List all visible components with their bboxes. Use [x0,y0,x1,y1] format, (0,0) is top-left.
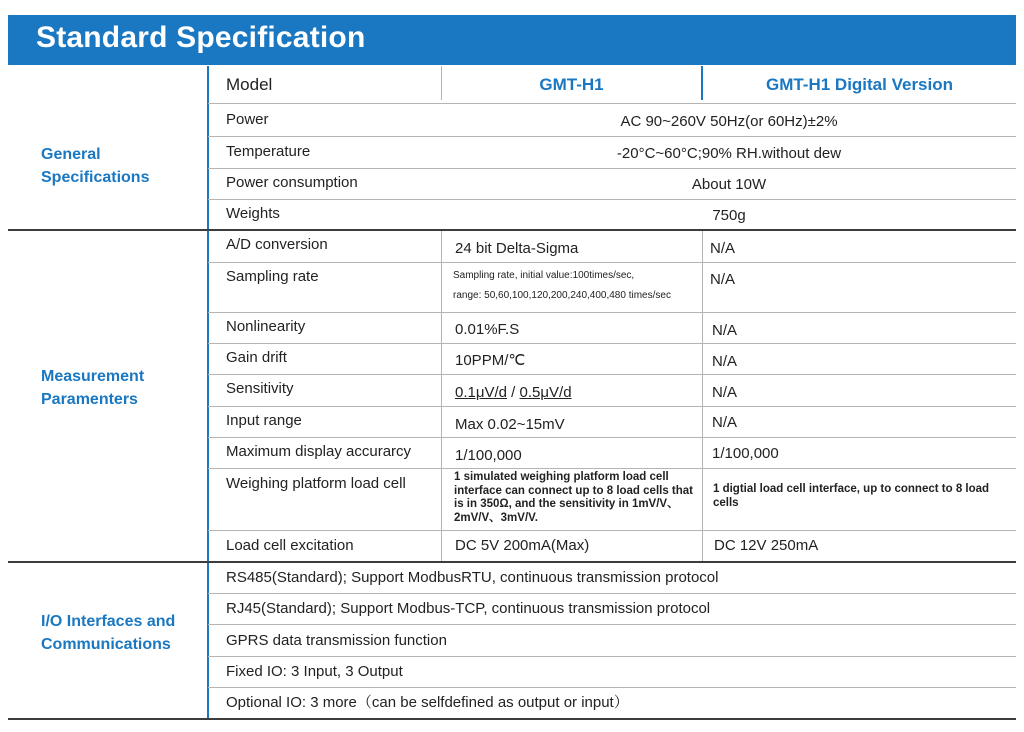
digital-value: N/A [710,271,736,288]
gmt-h1-digital-header: GMT-H1 Digital Version [765,75,954,94]
row-label: Maximum display accurarcy [226,443,412,460]
section-io-interfaces: I/O Interfaces and Communications [41,613,176,653]
row-label: Gain drift [226,349,287,366]
row-label: Power consumption [226,174,358,191]
digital-value: 1 digtial load cell interface, up to connect to 8 load cells [713,483,990,509]
section-general-specifications: General Specifications [41,146,150,186]
row-divider [208,656,1016,657]
row-divider [208,437,1016,438]
digital-value: DC 12V 250mA [714,537,819,554]
digital-value: N/A [712,384,738,401]
row-label: Sensitivity [226,380,294,397]
row-label: A/D conversion [226,236,328,253]
row-divider [208,343,1016,344]
row-divider [208,687,1016,688]
gmt-h1-value: DC 5V 200mA(Max) [455,537,590,554]
gmt-h1-value: Max 0.02~15mV [455,416,565,433]
io-row: RJ45(Standard); Support Modbus-TCP, continuous transmission protocol [226,600,711,617]
gmt-h1-value: 10PPM/℃ [455,352,526,369]
row-label: Weights [226,205,280,222]
row-label: Input range [226,412,302,429]
gmt-h1-value: 1/100,000 [455,447,522,464]
digital-value: N/A [712,322,738,339]
row-value: AC 90~260V 50Hz(or 60Hz)±2% [620,113,838,130]
io-row: Optional IO: 3 more（can be selfdefined as output or input） [226,694,629,711]
row-value: 750g [712,207,746,224]
digital-value: N/A [712,353,738,370]
row-divider [208,374,1016,375]
row-divider [208,530,1016,531]
io-row: RS485(Standard); Support ModbusRTU, continuous transmission protocol [226,569,719,586]
section-measurement-parameters: Measurement Paramenters [41,368,145,408]
digital-value: 1/100,000 [712,445,779,462]
gmt-h1-value: 24 bit Delta-Sigma [455,240,579,257]
model-header: Model [226,75,273,94]
row-divider [208,312,1016,313]
gmt-h1-value: 0.01%F.S [455,321,520,338]
digital-value: N/A [710,240,736,257]
version-column-divider [702,231,703,562]
sensitivity-value-a: 0.1μV/d [455,384,508,401]
row-divider [208,168,1016,169]
sensitivity-separator: / [507,384,520,401]
row-divider [208,103,1016,104]
section-divider [8,229,1016,231]
digital-value: N/A [712,414,738,431]
row-divider [208,406,1016,407]
row-label: Nonlinearity [226,318,306,335]
row-label: Weighing platform load cell [226,475,406,492]
row-divider [208,262,1016,263]
row-label: Power [226,111,269,128]
model-column-divider [441,231,442,562]
row-divider [208,624,1016,625]
gmt-h1-value: Sampling rate, initial value:100times/sec, [453,270,635,281]
title-bar [8,15,1016,65]
row-label: Sampling rate [226,268,319,285]
section-divider [8,561,1016,563]
table-bottom-border [8,718,1016,720]
row-value: -20°C~60°C;90% RH.without dew [616,145,842,162]
gmt-h1-value: 1 simulated weighing platform load cell interface can connect up to 8 load cells that is in 350Ω, and the sensitivity in 1mV/V、2mV/V、3mV/V. [454,471,694,524]
page-title: Standard Specification [36,21,366,54]
row-divider [208,468,1016,469]
sensitivity-value-b: 0.5μV/d [519,384,572,401]
row-value: About 10W [691,176,767,193]
row-divider [208,199,1016,200]
gmt-h1-value: range: 50,60,100,120,200,240,400,480 times/sec [453,290,671,301]
io-row: Fixed IO: 3 Input, 3 Output [226,663,403,680]
label-column-divider [207,66,209,718]
row-label: Load cell excitation [226,537,354,554]
row-divider [208,136,1016,137]
gmt-h1-value [455,384,572,402]
row-label: Temperature [226,143,311,160]
row-divider [208,593,1016,594]
gmt-h1-header: GMT-H1 [539,75,604,94]
io-row: GPRS data transmission function [226,632,447,649]
